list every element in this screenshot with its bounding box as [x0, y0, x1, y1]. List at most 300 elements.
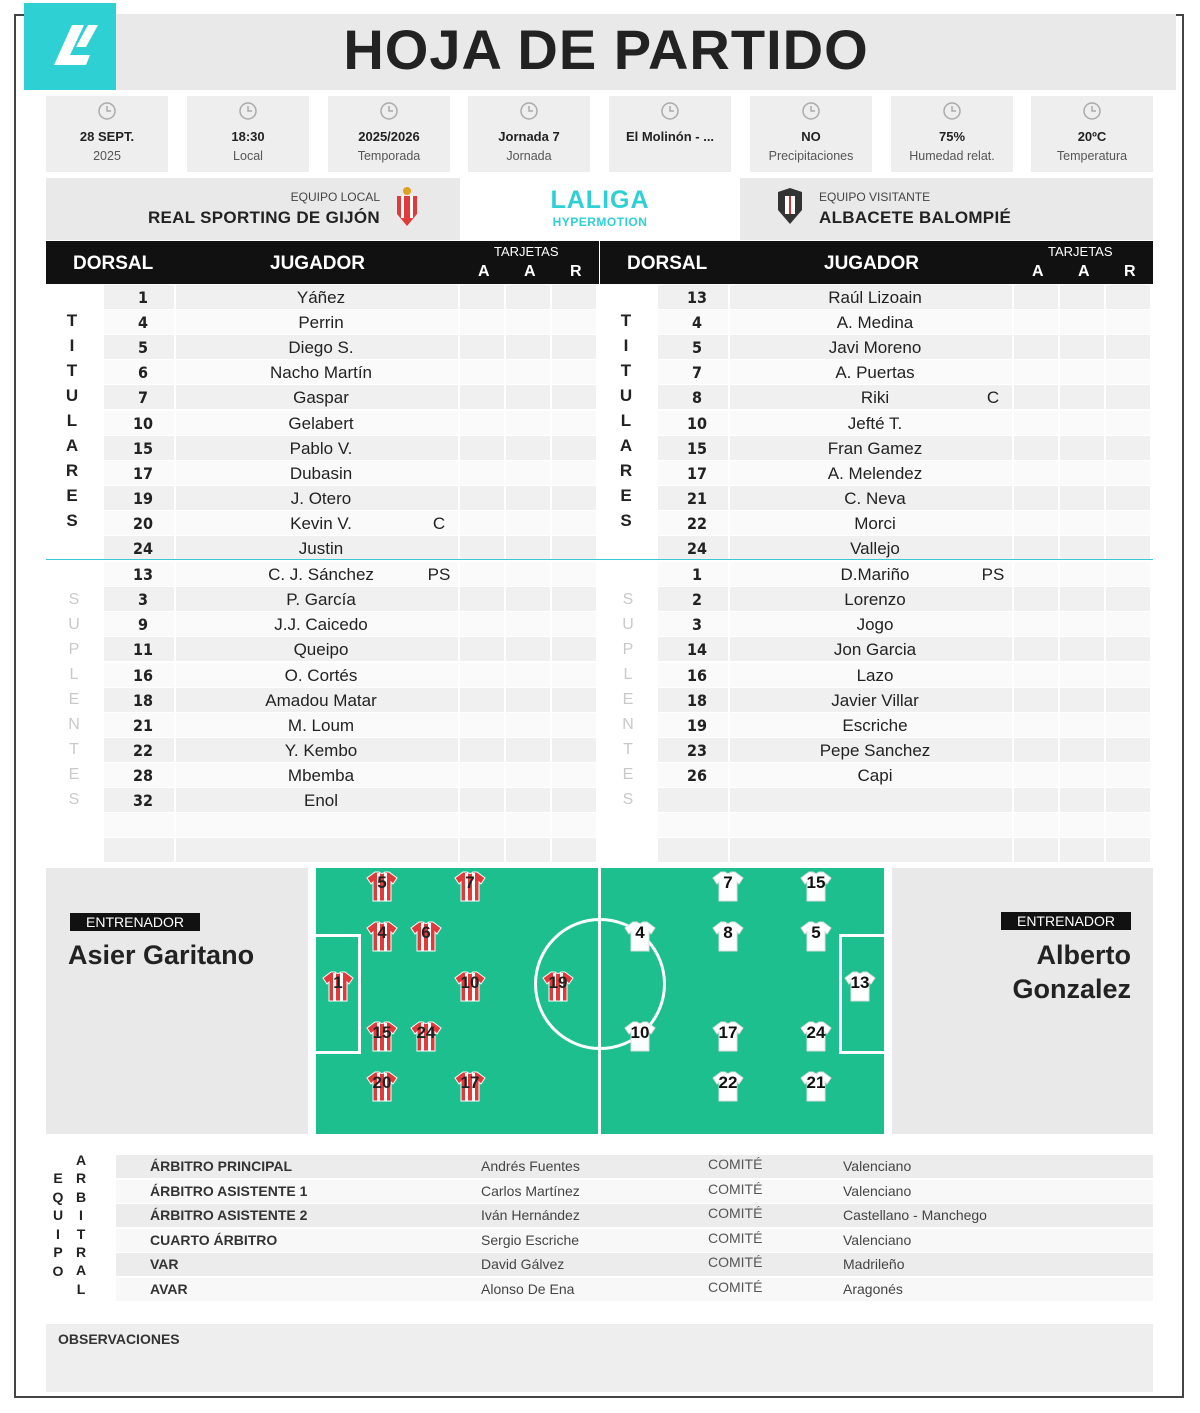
away-player-shirt — [623, 919, 657, 953]
referee-name: Alonso De Ena — [481, 1280, 575, 1297]
referee-committee: Valenciano — [843, 1231, 912, 1248]
player-number: 22 — [132, 740, 154, 760]
player-number: 1 — [137, 288, 148, 307]
player-number: 7 — [691, 363, 702, 383]
card-cell — [1060, 813, 1104, 837]
card-cell — [460, 738, 504, 762]
table-row — [658, 763, 1153, 788]
titulares-letter: S — [620, 511, 632, 530]
card-cell — [1060, 335, 1104, 359]
committee-label: COMITÉ — [708, 1205, 763, 1221]
card-cell — [460, 411, 504, 435]
table-row — [658, 663, 1153, 688]
shirt-number: 10 — [630, 1023, 650, 1042]
player-role-tag: C — [432, 513, 446, 533]
home-team-header — [46, 178, 460, 240]
player-role-tag — [968, 285, 1018, 309]
home-coach-panel — [46, 868, 308, 1134]
player-name: Pablo V. — [289, 438, 353, 458]
player-number — [104, 838, 182, 862]
player-name: Justin — [298, 539, 344, 558]
arbitral-letter: B — [75, 1188, 87, 1205]
card-cell — [460, 461, 504, 485]
player-number: 14 — [686, 640, 708, 660]
card-cell — [460, 562, 504, 586]
referee-role: VAR — [150, 1256, 179, 1272]
table-row — [104, 562, 599, 587]
jugador-header: JUGADOR — [270, 253, 366, 274]
player-number: 5 — [137, 338, 148, 358]
player-name: Javier Villar — [831, 690, 919, 710]
player-name: Vallejo — [850, 539, 900, 558]
player-number: 21 — [686, 488, 708, 508]
card-cell — [1106, 536, 1150, 560]
referee-role: ÁRBITRO ASISTENTE 1 — [150, 1182, 308, 1199]
table-row — [658, 360, 1153, 385]
table-row — [658, 285, 1153, 310]
card-cell — [506, 310, 550, 334]
titulares-letter: T — [620, 311, 632, 330]
away-player-shirt — [799, 1069, 833, 1103]
referee-row — [116, 1278, 1153, 1301]
card-cell — [1060, 511, 1104, 535]
player-name: Dubasin — [289, 463, 353, 483]
card-cell — [1106, 663, 1150, 687]
player-role-tag — [414, 310, 464, 334]
shirt-number: 22 — [718, 1073, 738, 1092]
shirt-number: 24 — [806, 1023, 826, 1042]
card-cell — [1014, 461, 1058, 485]
observations-label: OBSERVACIONES — [58, 1331, 180, 1347]
info-value: 2025/2026 — [358, 129, 420, 144]
table-row — [658, 688, 1153, 713]
away-player-shirt — [799, 869, 833, 903]
titulares-letter: E — [66, 486, 78, 505]
player-role-tag: C — [986, 388, 1000, 408]
shirt-number: 13 — [850, 973, 870, 992]
yellow-card-header: A — [1032, 263, 1044, 280]
away-team-name: ALBACETE BALOMPIÉ — [819, 208, 1012, 227]
suplentes-letter: U — [622, 616, 634, 633]
card-cell — [1014, 285, 1058, 309]
table-row — [658, 713, 1153, 738]
home-player-shirt — [365, 1069, 399, 1103]
home-player-shirt — [409, 919, 443, 953]
card-cell — [506, 738, 550, 762]
player-role-tag — [414, 813, 464, 837]
player-role-tag — [968, 763, 1018, 787]
committee-label: COMITÉ — [708, 1180, 763, 1197]
player-number: 3 — [691, 615, 702, 635]
table-row — [658, 436, 1153, 461]
referee-committee: Valenciano — [843, 1182, 912, 1199]
table-row — [658, 486, 1153, 511]
card-cell — [506, 486, 550, 510]
card-cell — [1106, 713, 1150, 737]
arbitral-letter: I — [79, 1207, 83, 1224]
player-name: A. Medina — [836, 313, 914, 333]
card-cell — [1060, 763, 1104, 787]
player-name: M. Loum — [287, 715, 355, 735]
player-name: Lazo — [856, 665, 894, 685]
card-cell — [1106, 511, 1150, 535]
player-name: Yáñez — [296, 288, 346, 307]
player-number: 19 — [132, 488, 154, 508]
card-cell — [552, 511, 596, 535]
info-card — [187, 96, 309, 172]
player-name: J.J. Caicedo — [274, 615, 368, 635]
card-cell — [460, 788, 504, 812]
table-row — [104, 788, 599, 813]
referee-role: AVAR — [150, 1280, 188, 1297]
player-number: 20 — [132, 513, 154, 533]
card-cell — [1060, 637, 1104, 661]
albacete-crest-icon — [776, 186, 804, 226]
player-role-tag — [414, 360, 464, 384]
player-number: 4 — [691, 313, 702, 333]
suplentes-letter: E — [68, 691, 80, 708]
player-name: Enol — [303, 791, 339, 810]
player-number — [104, 813, 182, 837]
table-row — [104, 813, 599, 838]
card-cell — [1106, 486, 1150, 510]
player-role-tag — [414, 663, 464, 687]
home-player-shirt — [453, 1069, 487, 1103]
shirt-number: 4 — [377, 923, 387, 942]
ball-icon — [328, 96, 450, 126]
table-row — [658, 385, 1153, 410]
player-name: Nacho Martín — [269, 363, 373, 383]
table-row — [658, 612, 1153, 637]
card-cell — [1106, 813, 1150, 837]
titulares-letter: R — [619, 461, 633, 480]
shirt-number: 21 — [806, 1073, 826, 1092]
player-number: 22 — [686, 513, 708, 533]
card-cell — [506, 612, 550, 636]
card-cell — [1014, 486, 1058, 510]
player-role-tag — [968, 612, 1018, 636]
card-cell — [460, 688, 504, 712]
info-card — [750, 96, 872, 172]
card-cell — [460, 637, 504, 661]
shirt-number: 15 — [372, 1023, 392, 1042]
player-number: 26 — [686, 765, 708, 785]
tarjetas-header: TARJETAS — [494, 244, 559, 259]
player-role-tag — [414, 587, 464, 611]
suplentes-letter: S — [68, 591, 80, 608]
info-card — [328, 96, 450, 172]
player-role-tag — [414, 838, 464, 862]
card-cell — [1060, 713, 1104, 737]
card-cell — [1060, 562, 1104, 586]
player-number: 11 — [132, 640, 154, 660]
player-name: Lorenzo — [844, 590, 906, 610]
red-card-header: R — [1124, 263, 1136, 280]
equipo-letter: E — [53, 1170, 63, 1186]
wind-icon — [891, 96, 1013, 126]
card-cell — [552, 813, 596, 837]
card-cell — [1014, 763, 1058, 787]
card-cell — [506, 637, 550, 661]
player-name: Riki — [860, 388, 890, 408]
card-cell — [1060, 411, 1104, 435]
shirt-number: 15 — [806, 873, 826, 892]
player-role-tag — [968, 663, 1018, 687]
card-cell — [552, 285, 596, 309]
equipo-letter: O — [52, 1262, 64, 1279]
table-row — [104, 763, 599, 788]
player-number — [658, 813, 736, 837]
card-cell — [552, 335, 596, 359]
player-number: 16 — [686, 665, 708, 685]
committee-label: COMITÉ — [708, 1254, 763, 1270]
card-cell — [1106, 763, 1150, 787]
player-role-tag — [968, 335, 1018, 359]
away-table-header — [600, 241, 1153, 284]
player-number: 13 — [132, 565, 154, 585]
card-cell — [1060, 688, 1104, 712]
shirt-number: 5 — [811, 923, 821, 942]
table-row — [658, 587, 1153, 612]
player-name: Kevin V. — [290, 513, 352, 533]
table-row — [658, 511, 1153, 536]
table-row — [104, 688, 599, 713]
card-cell — [1106, 788, 1150, 812]
player-number: 24 — [686, 539, 708, 558]
referee-row — [116, 1180, 1153, 1203]
player-name: C. J. Sánchez — [268, 565, 374, 585]
away-team-header — [740, 178, 1153, 240]
card-cell — [1060, 788, 1104, 812]
shirt-number: 7 — [723, 873, 733, 892]
suplentes-letter: N — [622, 716, 634, 733]
card-cell — [1106, 461, 1150, 485]
card-cell — [1014, 587, 1058, 611]
player-role-tag — [968, 788, 1018, 812]
card-cell — [1106, 612, 1150, 636]
player-name: D.Mariño — [840, 565, 910, 585]
card-cell — [1014, 813, 1058, 837]
away-player-shirt — [843, 969, 877, 1003]
table-row — [104, 637, 599, 662]
away-player-shirt — [799, 1019, 833, 1053]
info-caption: Local — [233, 149, 263, 163]
clock-icon — [187, 96, 309, 126]
suplentes-letter: E — [68, 766, 80, 783]
card-cell — [552, 486, 596, 510]
card-cell — [552, 713, 596, 737]
referee-name: Sergio Escriche — [481, 1231, 580, 1248]
player-number: 28 — [132, 765, 154, 785]
player-name: Amadou Matar — [265, 690, 377, 710]
card-cell — [1014, 511, 1058, 535]
player-name: Jon Garcia — [833, 640, 917, 660]
card-cell — [1106, 411, 1150, 435]
home-coach-label: ENTRENADOR — [70, 913, 200, 931]
titulares-letter: I — [69, 336, 75, 355]
home-player-shirt — [321, 969, 355, 1003]
referee-role: CUARTO ÁRBITRO — [150, 1231, 278, 1248]
card-cell — [460, 360, 504, 384]
player-name: Morci — [854, 513, 896, 533]
arbitral-letter: T — [76, 1225, 86, 1242]
arbitral-letter: A — [75, 1152, 87, 1168]
suplentes-letter: U — [68, 616, 80, 633]
card-cell — [1060, 486, 1104, 510]
card-cell — [460, 486, 504, 510]
suplentes-letter: T — [623, 741, 633, 758]
equipo-letter: U — [52, 1207, 64, 1223]
player-number: 21 — [132, 715, 154, 735]
titulares-letter: T — [66, 361, 78, 380]
committee-label: COMITÉ — [708, 1278, 763, 1295]
info-value: Jornada 7 — [498, 129, 560, 144]
info-caption: Precipitaciones — [768, 149, 854, 163]
player-role-tag — [968, 587, 1018, 611]
card-cell — [460, 335, 504, 359]
card-cell — [552, 838, 596, 862]
card-cell — [1060, 285, 1104, 309]
table-row — [104, 486, 599, 511]
player-name: Fran Gamez — [827, 438, 923, 458]
arbitral-letter: R — [75, 1170, 87, 1187]
referee-row — [116, 1253, 1153, 1276]
home-player-shirt — [365, 919, 399, 953]
player-name: Y. Kembo — [284, 740, 358, 760]
thermometer-icon — [1031, 96, 1153, 126]
card-cell — [1014, 612, 1058, 636]
league-logo — [462, 178, 738, 240]
player-role-tag — [968, 360, 1018, 384]
shirt-number: 7 — [465, 873, 475, 892]
player-role-tag — [414, 688, 464, 712]
player-number — [658, 838, 736, 862]
referee-row — [116, 1204, 1153, 1227]
player-number: 17 — [686, 463, 708, 483]
starters-divider — [46, 559, 1153, 560]
card-cell — [1106, 360, 1150, 384]
player-name: Raúl Lizoain — [828, 288, 922, 307]
cloud-rain-icon — [750, 96, 872, 126]
player-role-tag — [414, 335, 464, 359]
table-row — [658, 536, 1153, 561]
player-number: 5 — [691, 338, 702, 358]
card-cell — [1060, 310, 1104, 334]
info-value: 75% — [938, 129, 966, 144]
titulares-letter: S — [66, 511, 78, 530]
info-card — [46, 96, 168, 172]
card-cell — [506, 562, 550, 586]
card-cell — [460, 713, 504, 737]
card-cell — [506, 838, 550, 862]
player-role-tag — [968, 713, 1018, 737]
away-coach-panel — [892, 868, 1153, 1134]
referee-name: Iván Hernández — [481, 1207, 580, 1223]
suplentes-letter: L — [623, 666, 633, 683]
home-table-header — [46, 241, 599, 284]
titulares-letter: A — [619, 436, 633, 455]
second-yellow-header: A — [524, 263, 536, 280]
card-cell — [1106, 838, 1150, 862]
referee-name: Andrés Fuentes — [481, 1158, 580, 1174]
card-cell — [1014, 713, 1058, 737]
card-cell — [460, 838, 504, 862]
yellow-card-header: A — [478, 263, 490, 280]
player-role-tag — [414, 788, 464, 812]
referee-row — [116, 1229, 1153, 1252]
referee-committee: Madrileño — [843, 1256, 905, 1272]
away-team-label: EQUIPO VISITANTE — [819, 190, 931, 204]
suplentes-letter: N — [68, 716, 80, 733]
info-caption: Humedad relat. — [909, 149, 995, 163]
player-role-tag — [414, 461, 464, 485]
player-name: Perrin — [298, 313, 344, 333]
player-number: 23 — [686, 740, 708, 760]
shirt-number: 17 — [460, 1073, 480, 1092]
card-cell — [1014, 536, 1058, 560]
league-subname: HYPERMOTION — [552, 215, 648, 229]
player-role-tag — [968, 486, 1018, 510]
table-row — [104, 663, 599, 688]
player-role-tag — [414, 385, 464, 409]
home-player-shirt — [453, 969, 487, 1003]
player-name: P. García — [286, 590, 356, 610]
card-cell — [1106, 587, 1150, 611]
card-cell — [552, 310, 596, 334]
shirt-number: 1 — [333, 973, 343, 992]
card-cell — [1014, 838, 1058, 862]
info-value: 20ºC — [1077, 129, 1107, 144]
player-number: 7 — [137, 388, 148, 408]
card-cell — [1106, 688, 1150, 712]
card-cell — [1106, 637, 1150, 661]
player-role-tag: PS — [427, 565, 451, 585]
tarjetas-header: TARJETAS — [1048, 244, 1113, 259]
shirt-number: 5 — [377, 873, 387, 892]
player-role-tag — [968, 813, 1018, 837]
info-caption: Jornada — [506, 149, 552, 163]
player-role-tag — [414, 713, 464, 737]
table-row — [658, 813, 1153, 838]
card-cell — [552, 536, 596, 560]
card-cell — [552, 436, 596, 460]
info-value: 18:30 — [231, 129, 265, 144]
committee-label: COMITÉ — [708, 1156, 763, 1172]
card-cell — [506, 436, 550, 460]
player-number: 4 — [137, 313, 148, 333]
red-card-header: R — [570, 263, 582, 280]
away-player-shirt — [711, 1019, 745, 1053]
card-cell — [552, 738, 596, 762]
card-cell — [1106, 285, 1150, 309]
away-player-shirt — [799, 919, 833, 953]
player-number: 2 — [691, 590, 702, 610]
table-row — [658, 335, 1153, 360]
player-number — [658, 788, 736, 812]
card-cell — [1106, 562, 1150, 586]
shirt-number: 20 — [372, 1073, 392, 1092]
referee-name: Carlos Martínez — [481, 1182, 580, 1199]
table-row — [104, 612, 599, 637]
titulares-letter: L — [620, 411, 632, 430]
card-cell — [506, 813, 550, 837]
player-number: 32 — [132, 791, 154, 810]
card-cell — [460, 763, 504, 787]
player-name: Escriche — [842, 715, 908, 735]
suplentes-letter: S — [622, 591, 634, 608]
info-card — [1031, 96, 1153, 172]
table-row — [104, 411, 599, 436]
